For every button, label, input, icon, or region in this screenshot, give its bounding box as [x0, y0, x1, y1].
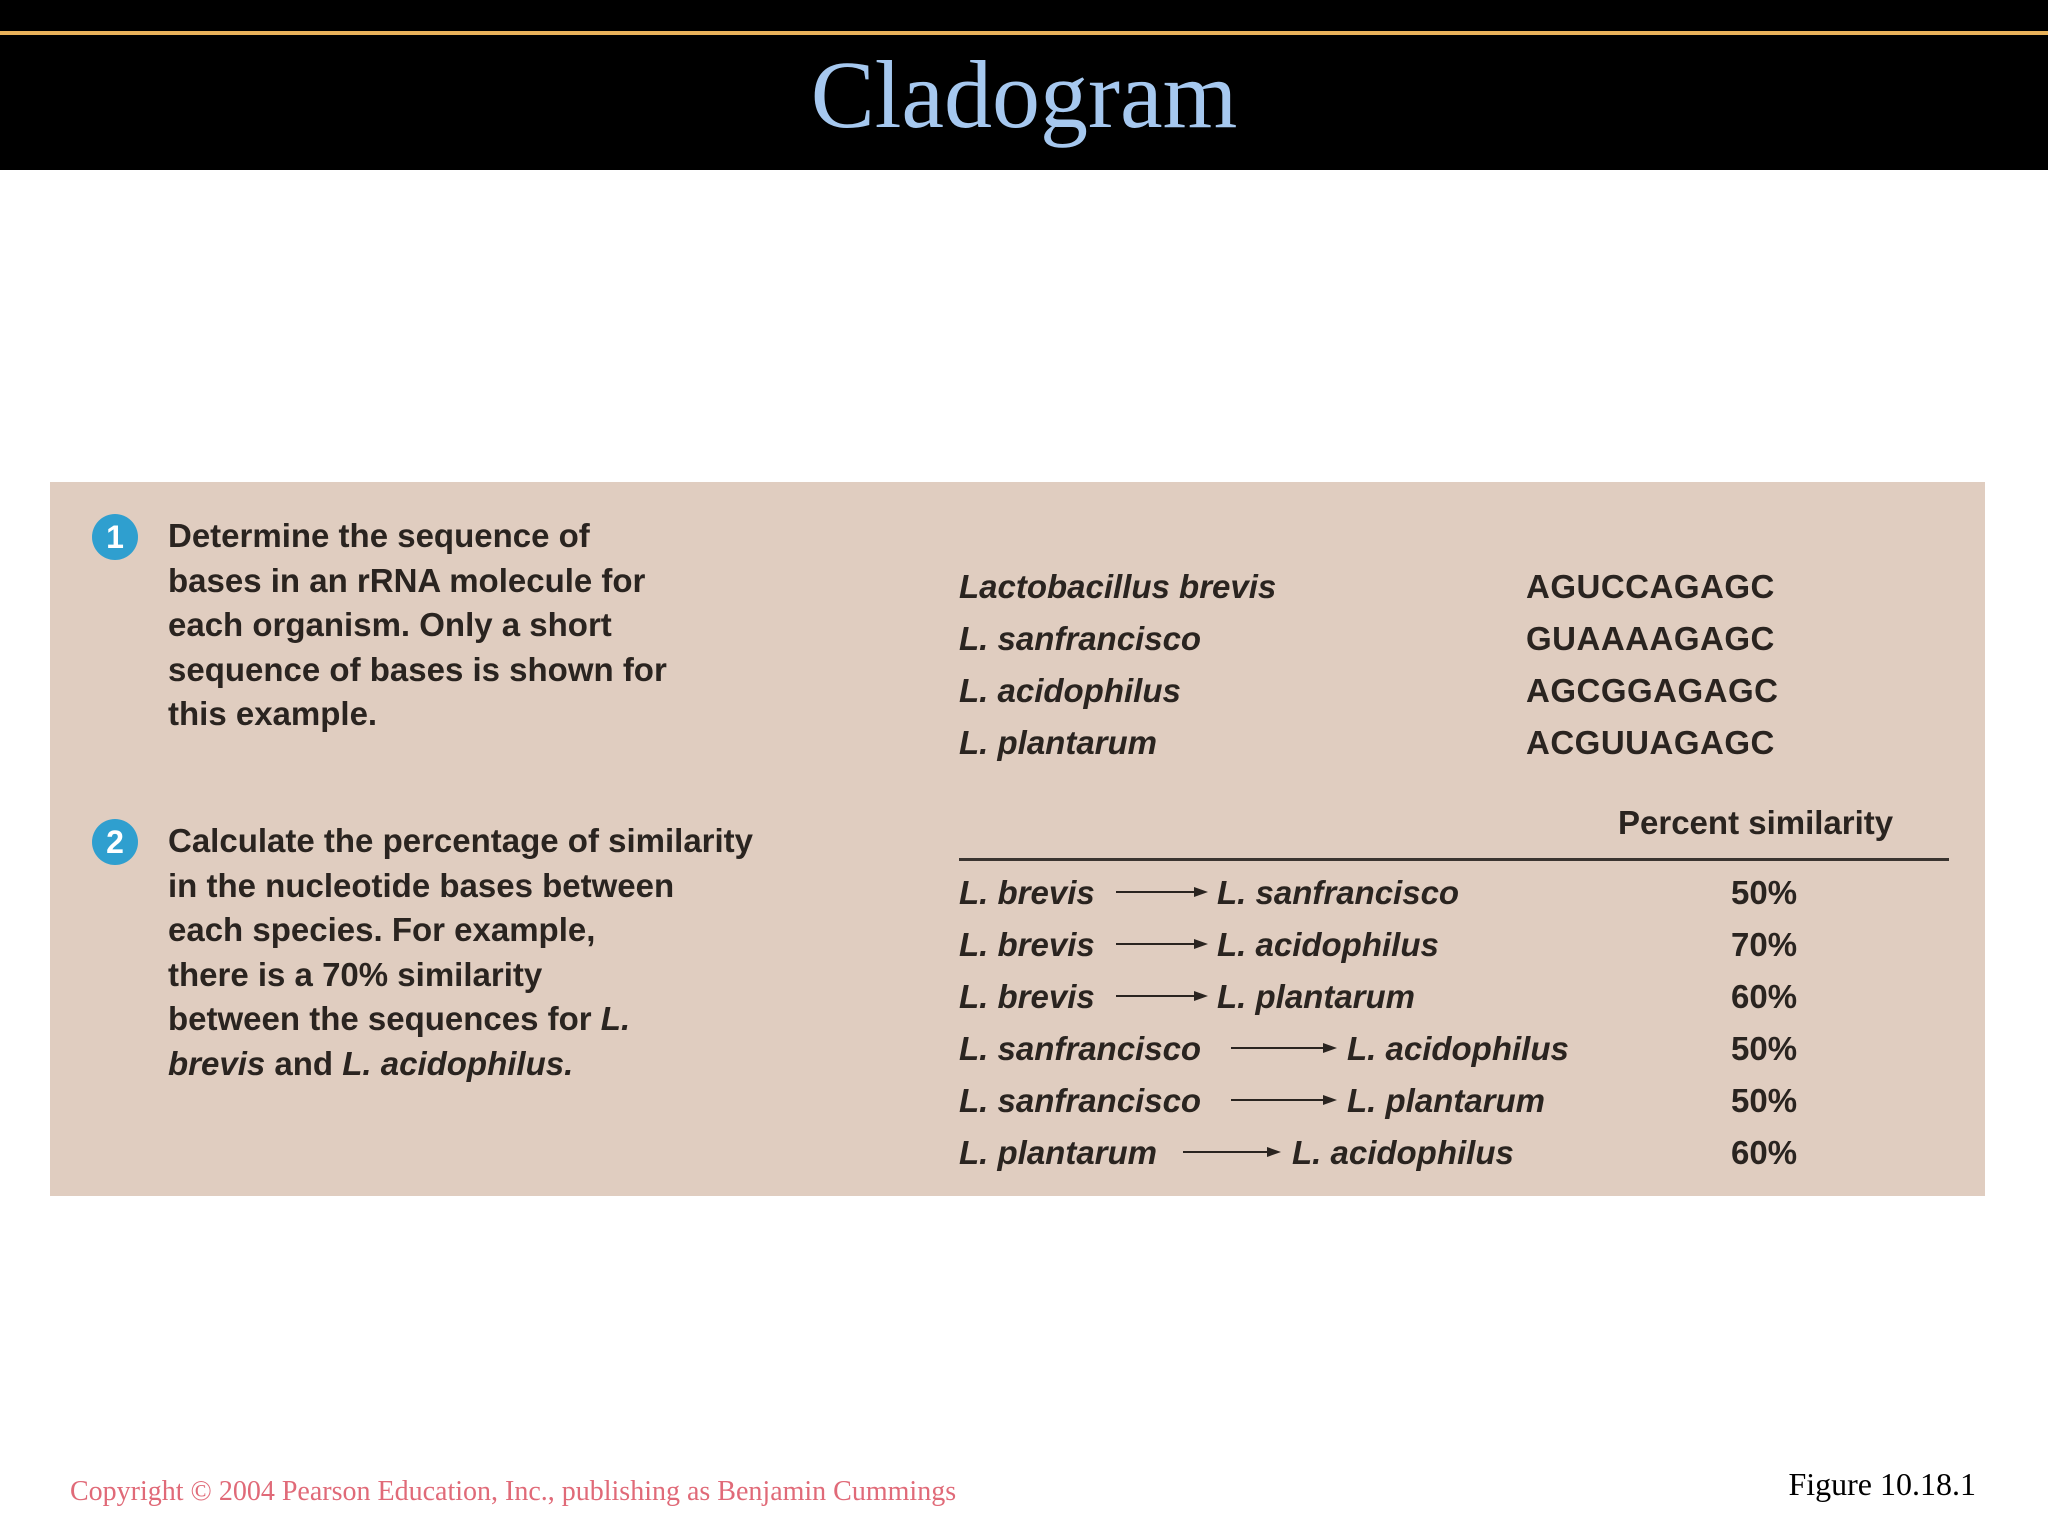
- figure-label: Figure 10.18.1: [1788, 1466, 1976, 1502]
- arrow-right-icon: [1116, 990, 1208, 1002]
- sequence-row: [959, 568, 1859, 620]
- species-name: Lactobacillus brevis: [959, 568, 1277, 605]
- step-2-species-fragment: L.: [600, 1000, 631, 1037]
- step-1-number-icon: 1: [92, 514, 138, 560]
- step-2-text-fragment: between the sequences for: [168, 1000, 601, 1037]
- step-1-text: Determine the sequence of bases in an rRNA molecule for each organism. Only a short sequence of bases is shown for this example.: [168, 517, 667, 732]
- pair-from-species: L. brevis: [959, 978, 1095, 1015]
- copyright-notice: Copyright © 2004 Pearson Education, Inc., publishing as Benjamin Cummings: [70, 1476, 957, 1507]
- step-2-line: [168, 1042, 753, 1087]
- rrna-sequence: AGUCCAGAGC: [1526, 568, 1775, 605]
- rrna-sequence: AGCGGAGAGC: [1526, 672, 1779, 709]
- step-2-text: [168, 819, 753, 1086]
- percent-similarity: 60%: [1731, 1134, 1798, 1171]
- pair-to-species: L. plantarum: [1217, 978, 1416, 1015]
- arrow-right-icon: [1231, 1094, 1337, 1106]
- pair-from-species: L. brevis: [959, 874, 1095, 911]
- sequence-row: [959, 724, 1859, 776]
- similarity-row: [959, 1082, 1959, 1134]
- pair-from-species: L. brevis: [959, 926, 1095, 963]
- pair-to-species: L. sanfrancisco: [1217, 874, 1460, 911]
- percent-similarity: 50%: [1731, 1030, 1798, 1067]
- sequence-row: [959, 672, 1859, 724]
- pair-to-species: L. plantarum: [1347, 1082, 1546, 1119]
- step-2-text-fragment: and: [265, 1044, 343, 1082]
- percent-similarity: 50%: [1731, 874, 1798, 911]
- step-1: [92, 514, 667, 737]
- percent-similarity: 70%: [1731, 926, 1798, 963]
- title-bar: [0, 0, 2048, 170]
- percent-similarity: 60%: [1731, 978, 1798, 1015]
- similarity-header: Percent similarity: [1618, 804, 1894, 841]
- similarity-row: [959, 926, 1959, 978]
- pair-from-species: L. sanfrancisco: [959, 1030, 1202, 1067]
- similarity-row: [959, 978, 1959, 1030]
- similarity-divider: [959, 858, 1949, 861]
- rrna-sequence: GUAAAAGAGC: [1526, 620, 1775, 657]
- step-2-species-fragment: brevis: [168, 1044, 266, 1082]
- arrow-right-icon: [1183, 1146, 1281, 1158]
- pair-to-species: L. acidophilus: [1217, 926, 1439, 963]
- similarity-row: [959, 1030, 1959, 1082]
- step-2: [92, 819, 753, 1086]
- step-2-number-icon: 2: [92, 819, 138, 865]
- species-name: L. acidophilus: [959, 672, 1181, 709]
- step-2-line: there is a 70% similarity: [168, 955, 543, 993]
- step-2-line: [168, 997, 753, 1042]
- arrow-right-icon: [1116, 938, 1208, 950]
- step-2-line: in the nucleotide bases between: [168, 866, 675, 904]
- pair-to-species: L. acidophilus: [1347, 1030, 1569, 1067]
- pair-to-species: L. acidophilus: [1292, 1134, 1514, 1171]
- pair-from-species: L. sanfrancisco: [959, 1082, 1202, 1119]
- pair-from-species: L. plantarum: [959, 1134, 1158, 1171]
- similarity-row: [959, 1134, 1959, 1186]
- species-name: L. sanfrancisco: [959, 620, 1202, 657]
- sequence-row: [959, 620, 1859, 672]
- arrow-right-icon: [1116, 886, 1208, 898]
- similarity-row: [959, 874, 1959, 926]
- step-2-line: Calculate the percentage of similarity: [168, 822, 754, 859]
- arrow-right-icon: [1231, 1042, 1337, 1054]
- step-2-species-fragment: L. acidophilus.: [342, 1044, 574, 1082]
- species-name: L. plantarum: [959, 724, 1158, 761]
- title-accent-rule: [0, 31, 2048, 35]
- step-2-line: each species. For example,: [168, 911, 596, 948]
- rrna-sequence: ACGUUAGAGC: [1526, 724, 1775, 761]
- percent-similarity: 50%: [1731, 1082, 1798, 1119]
- page-title: Cladogram: [810, 41, 1238, 148]
